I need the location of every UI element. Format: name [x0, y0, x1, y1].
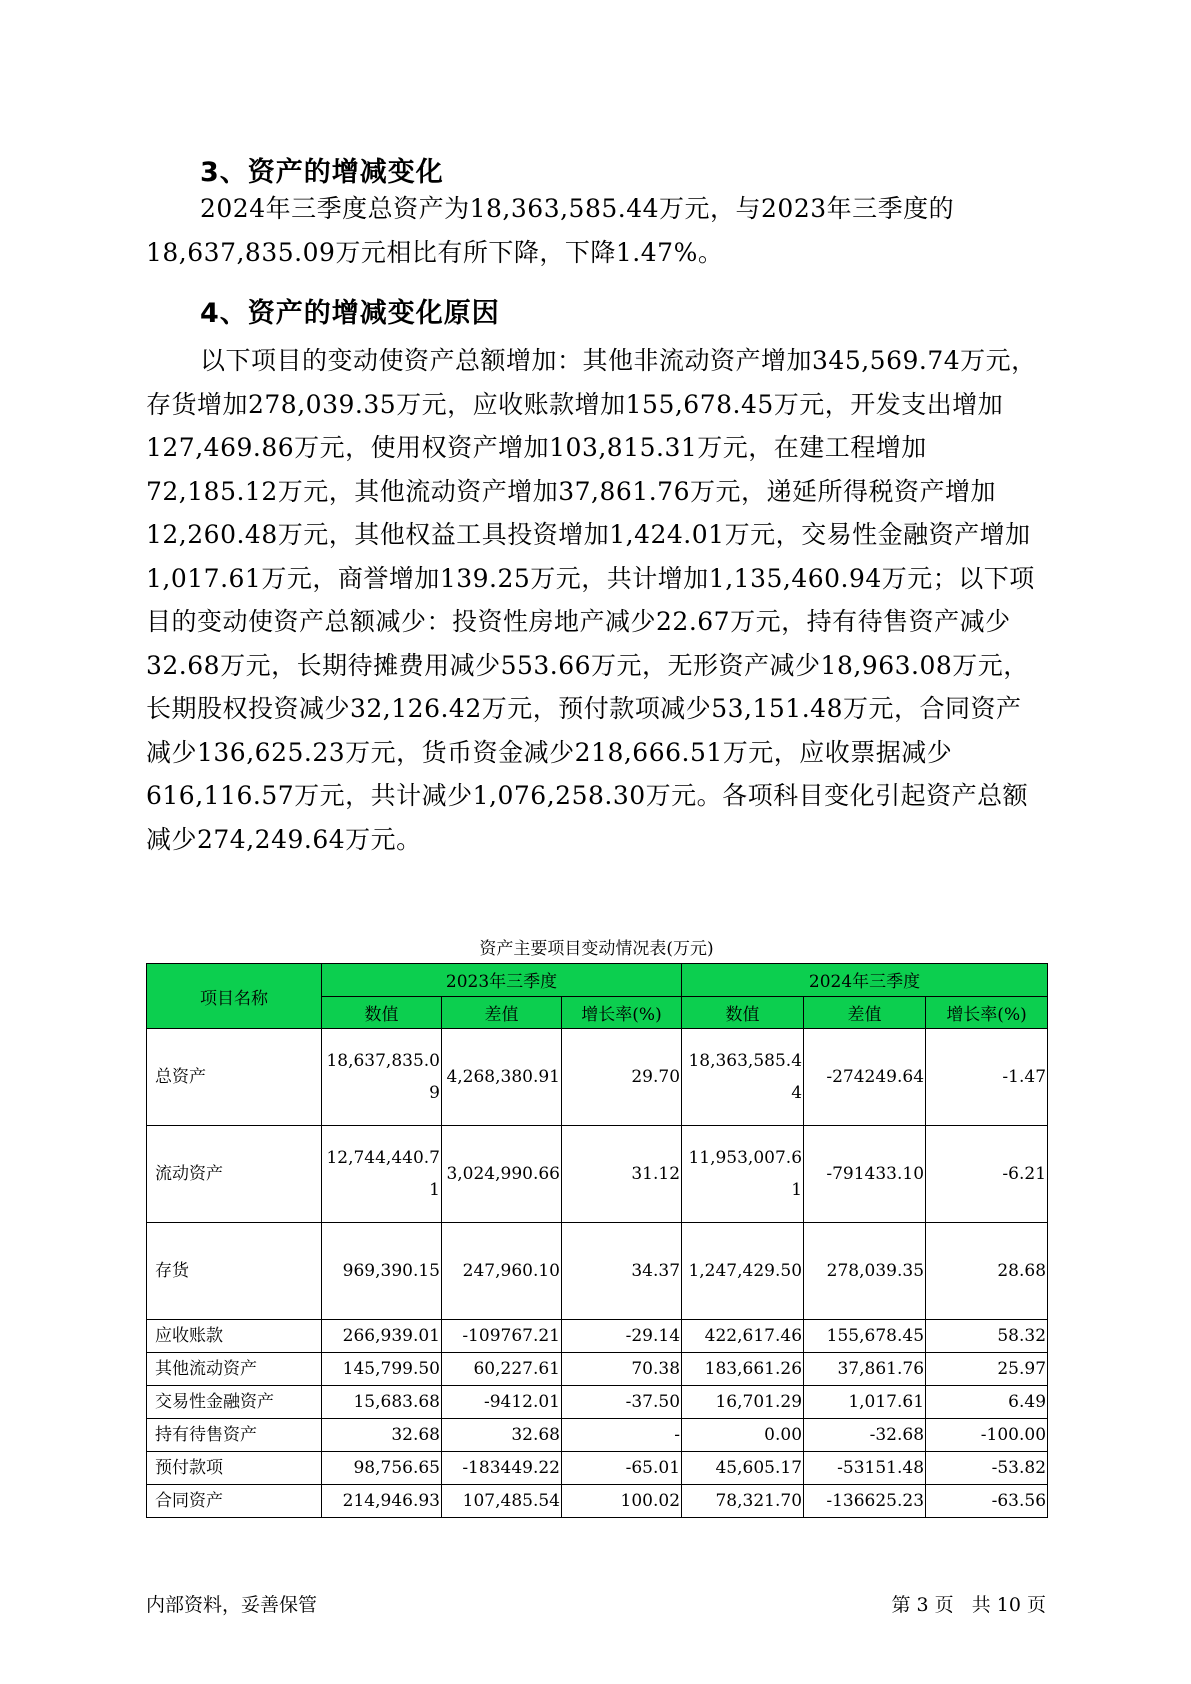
table-row [147, 1029, 1048, 1126]
value-2024: 16,701.29 [682, 1386, 804, 1419]
table-row [147, 1126, 1048, 1223]
growth-2024: -1.47 [926, 1029, 1048, 1126]
diff-2023: 60,227.61 [442, 1353, 562, 1386]
diff-2024: -53151.48 [804, 1452, 926, 1485]
footer-confidential-note: 内部资料，妥善保管 [146, 1594, 318, 1616]
diff-2023: 4,268,380.91 [442, 1029, 562, 1126]
diff-2024: 37,861.76 [804, 1353, 926, 1386]
table-caption: 资产主要项目变动情况表(万元) [479, 939, 714, 959]
header-value-2024: 数值 [682, 996, 804, 1029]
value-2023: 969,390.15 [322, 1223, 442, 1320]
value-2024: 183,661.26 [682, 1353, 804, 1386]
value-2023: 145,799.50 [322, 1353, 442, 1386]
diff-2023: -109767.21 [442, 1320, 562, 1353]
header-period-2024: 2024年三季度 [682, 964, 1048, 997]
growth-2023: 31.12 [562, 1126, 682, 1223]
growth-2024: -6.21 [926, 1126, 1048, 1223]
section-3-heading: 3、资产的增减变化 [200, 157, 444, 188]
row-name: 持有待售资产 [147, 1419, 322, 1452]
header-diff-2024: 差值 [804, 996, 926, 1029]
growth-2023: - [562, 1419, 682, 1452]
value-2024: 45,605.17 [682, 1452, 804, 1485]
row-name: 预付款项 [147, 1452, 322, 1485]
value-2024: 422,617.46 [682, 1320, 804, 1353]
growth-2024: -53.82 [926, 1452, 1048, 1485]
diff-2024: -274249.64 [804, 1029, 926, 1126]
growth-2024: 6.49 [926, 1386, 1048, 1419]
table-row [147, 1320, 1048, 1353]
value-2024: 11,953,007.61 [682, 1126, 804, 1223]
table-row [147, 1419, 1048, 1452]
value-2024: 1,247,429.50 [682, 1223, 804, 1320]
table-row [147, 1452, 1048, 1485]
diff-2024: -136625.23 [804, 1485, 926, 1518]
diff-2024: 1,017.61 [804, 1386, 926, 1419]
row-name: 总资产 [147, 1029, 322, 1126]
growth-2024: -100.00 [926, 1419, 1048, 1452]
table-row [147, 1223, 1048, 1320]
diff-2024: 278,039.35 [804, 1223, 926, 1320]
footer-page-number: 第 3 页 共 10 页 [891, 1594, 1046, 1616]
value-2023: 98,756.65 [322, 1452, 442, 1485]
asset-change-table [146, 963, 1048, 1518]
value-2023: 32.68 [322, 1419, 442, 1452]
value-2023: 12,744,440.71 [322, 1126, 442, 1223]
section-4-paragraph: 以下项目的变动使资产总额增加：其他非流动资产增加345,569.74万元，存货增加278,039.35万元，应收账款增加155,678.45万元，开发支出增加127,469.86万元，使用权资产增加103,815.31万元，在建工程增加72,185.12万元，其他流动资产增加37,861.76万元，递延所得税资产增加12,260.48万元，其他权益工具投资增加1,424.01万元，交易性金融资产增加1,017.61万元，商誉增加139.25万元，共计增加1,135,460.94万元；以下项目的变动使资产总额减少：投资性房地产减少22.67万元，持有待售资产减少32.68万元，长期待摊费用减少553.66万元，无形资产减少18,963.08万元，长期股权投资减少32,126.42万元，预付款项减少53,151.48万元，合同资产减少136,625.23万元，货币资金减少218,666.51万元，应收票据减少616,116.57万元，共计减少1,076,258.30万元。各项科目变化引起资产总额减少274,249.64万元。 [146, 346, 1037, 854]
growth-2023: -65.01 [562, 1452, 682, 1485]
header-item-name: 项目名称 [147, 964, 322, 1029]
diff-2024: 155,678.45 [804, 1320, 926, 1353]
row-name: 交易性金融资产 [147, 1386, 322, 1419]
header-growth-2024: 增长率(%) [926, 996, 1048, 1029]
growth-2024: -63.56 [926, 1485, 1048, 1518]
diff-2023: 107,485.54 [442, 1485, 562, 1518]
value-2024: 78,321.70 [682, 1485, 804, 1518]
value-2023: 266,939.01 [322, 1320, 442, 1353]
diff-2023: 247,960.10 [442, 1223, 562, 1320]
row-name: 流动资产 [147, 1126, 322, 1223]
header-growth-2023: 增长率(%) [562, 996, 682, 1029]
growth-2023: 70.38 [562, 1353, 682, 1386]
growth-2024: 28.68 [926, 1223, 1048, 1320]
row-name: 其他流动资产 [147, 1353, 322, 1386]
growth-2023: 34.37 [562, 1223, 682, 1320]
value-2023: 18,637,835.09 [322, 1029, 442, 1126]
diff-2023: -183449.22 [442, 1452, 562, 1485]
section-3-paragraph: 2024年三季度总资产为18,363,585.44万元，与2023年三季度的18,637,835.09万元相比有所下降，下降1.47%。 [146, 194, 955, 267]
diff-2023: 32.68 [442, 1419, 562, 1452]
table-row [147, 1485, 1048, 1518]
table-row [147, 1386, 1048, 1419]
row-name: 合同资产 [147, 1485, 322, 1518]
header-value-2023: 数值 [322, 996, 442, 1029]
growth-2024: 58.32 [926, 1320, 1048, 1353]
table-row [147, 1353, 1048, 1386]
value-2023: 214,946.93 [322, 1485, 442, 1518]
diff-2023: -9412.01 [442, 1386, 562, 1419]
value-2023: 15,683.68 [322, 1386, 442, 1419]
value-2024: 18,363,585.44 [682, 1029, 804, 1126]
growth-2023: 100.02 [562, 1485, 682, 1518]
growth-2023: -37.50 [562, 1386, 682, 1419]
growth-2024: 25.97 [926, 1353, 1048, 1386]
diff-2024: -791433.10 [804, 1126, 926, 1223]
value-2024: 0.00 [682, 1419, 804, 1452]
diff-2024: -32.68 [804, 1419, 926, 1452]
growth-2023: -29.14 [562, 1320, 682, 1353]
row-name: 应收账款 [147, 1320, 322, 1353]
header-period-2023: 2023年三季度 [322, 964, 682, 997]
diff-2023: 3,024,990.66 [442, 1126, 562, 1223]
growth-2023: 29.70 [562, 1029, 682, 1126]
header-diff-2023: 差值 [442, 996, 562, 1029]
section-4-heading: 4、资产的增减变化原因 [200, 298, 500, 329]
row-name: 存货 [147, 1223, 322, 1320]
